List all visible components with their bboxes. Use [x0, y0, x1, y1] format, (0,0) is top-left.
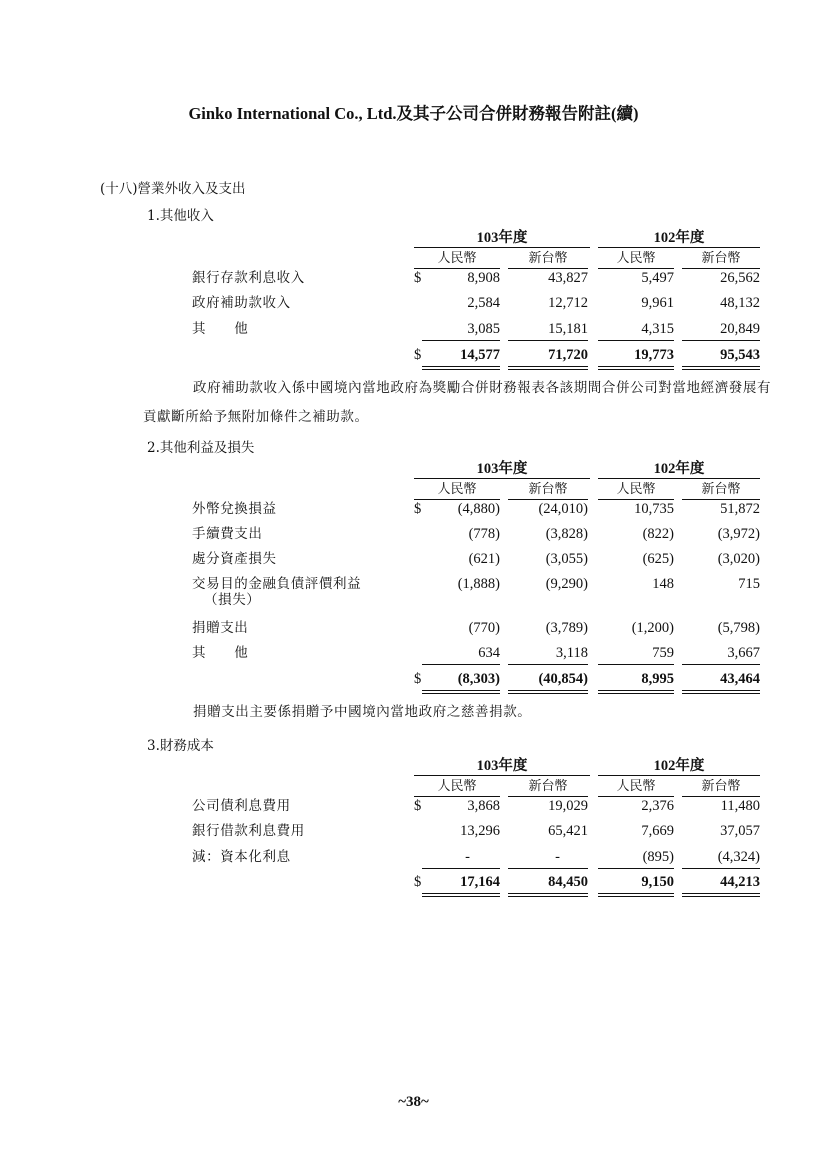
total-row — [192, 671, 772, 693]
table-row — [192, 526, 772, 548]
currency-rmb-header: 人民幣 — [414, 778, 500, 797]
value-cell: 3,085 — [467, 321, 500, 337]
double-underline — [598, 366, 674, 370]
total-cell: 84,450 — [548, 874, 588, 890]
double-underline — [682, 893, 760, 897]
dollar-sign: $ — [414, 874, 422, 890]
value-cell: (778) — [468, 526, 500, 542]
double-underline — [422, 366, 500, 370]
value-cell: 11,480 — [720, 798, 760, 814]
value-cell: 7,669 — [641, 823, 674, 839]
table-row — [192, 620, 772, 642]
value-cell: 148 — [652, 576, 674, 592]
value-cell: (770) — [468, 620, 500, 636]
value-cell: 48,132 — [720, 295, 760, 311]
total-cell: 14,577 — [460, 347, 500, 363]
year-102-header: 102年度 — [598, 757, 760, 776]
table-row — [192, 321, 772, 343]
double-underline — [682, 366, 760, 370]
underline — [598, 868, 674, 869]
year-103-header: 103年度 — [414, 460, 590, 479]
sub1-heading: 1.其他收入 — [147, 208, 214, 224]
section-heading: (十八)營業外收入及支出 — [100, 181, 246, 197]
value-cell: 19,029 — [548, 798, 588, 814]
row-label-continuation: （損失） — [204, 592, 261, 608]
value-cell: (24,010) — [538, 501, 588, 517]
value-cell: 4,315 — [641, 321, 674, 337]
underline — [422, 340, 500, 341]
currency-rmb-header: 人民幣 — [598, 250, 674, 269]
double-underline — [422, 893, 500, 897]
value-cell: 759 — [652, 645, 674, 661]
table-row — [192, 798, 772, 820]
year-103-header: 103年度 — [414, 229, 590, 248]
underline — [508, 664, 588, 665]
value-cell: (895) — [642, 849, 674, 865]
table-row — [192, 295, 772, 317]
underline — [598, 664, 674, 665]
currency-rmb-header: 人民幣 — [598, 778, 674, 797]
value-cell: (3,828) — [545, 526, 588, 542]
total-cell: 19,773 — [634, 347, 674, 363]
page-number: ~38~ — [398, 1094, 429, 1110]
double-underline — [422, 690, 500, 694]
total-cell: 44,213 — [720, 874, 760, 890]
value-cell: (625) — [642, 551, 674, 567]
value-cell: (3,020) — [717, 551, 760, 567]
row-label: 減：資本化利息 — [192, 849, 291, 865]
double-underline — [508, 366, 588, 370]
row-label: 政府補助款收入 — [192, 295, 291, 311]
row-label: 銀行借款利息費用 — [192, 823, 305, 839]
value-cell: 10,735 — [634, 501, 674, 517]
underline — [508, 868, 588, 869]
value-cell: 3,667 — [727, 645, 760, 661]
value-cell: 15,181 — [548, 321, 588, 337]
value-cell: 20,849 — [720, 321, 760, 337]
year-102-header: 102年度 — [598, 229, 760, 248]
double-underline — [508, 893, 588, 897]
total-cell: 17,164 — [460, 874, 500, 890]
value-cell: 43,827 — [548, 270, 588, 286]
dollar-sign: $ — [414, 501, 422, 517]
value-cell: (822) — [642, 526, 674, 542]
total-cell: 71,720 — [548, 347, 588, 363]
value-cell: (3,055) — [545, 551, 588, 567]
currency-ntd-header: 新台幣 — [508, 778, 588, 797]
table-row — [192, 823, 772, 845]
total-cell: (40,854) — [538, 671, 588, 687]
dollar-sign: $ — [414, 270, 422, 286]
double-underline — [682, 690, 760, 694]
value-cell: 37,057 — [720, 823, 760, 839]
underline — [682, 664, 760, 665]
value-cell: (1,200) — [631, 620, 674, 636]
table-row — [192, 576, 772, 616]
row-label: 交易目的金融負債評價利益 — [192, 576, 362, 592]
value-cell: 2,376 — [641, 798, 674, 814]
year-102-header: 102年度 — [598, 460, 760, 479]
row-label: 外幣兌換損益 — [192, 501, 277, 517]
value-cell: (621) — [468, 551, 500, 567]
value-cell: - — [555, 849, 560, 865]
double-underline — [598, 690, 674, 694]
total-cell: 95,543 — [720, 347, 760, 363]
currency-rmb-header: 人民幣 — [414, 250, 500, 269]
value-cell: (3,972) — [717, 526, 760, 542]
dollar-sign: $ — [414, 798, 422, 814]
value-cell: 12,712 — [548, 295, 588, 311]
row-label: 公司債利息費用 — [192, 798, 291, 814]
value-cell: - — [465, 849, 470, 865]
value-cell: 26,562 — [720, 270, 760, 286]
row-label: 其 他 — [192, 321, 249, 337]
page-title: Ginko International Co., Ltd.及其子公司合併財務報告附註(續) — [188, 104, 639, 123]
table-row — [192, 501, 772, 523]
underline — [508, 340, 588, 341]
value-cell: 65,421 — [548, 823, 588, 839]
currency-rmb-header: 人民幣 — [598, 481, 674, 500]
underline — [598, 340, 674, 341]
currency-ntd-header: 新台幣 — [508, 250, 588, 269]
sub2-note: 捐贈支出主要係捐贈予中國境內當地政府之慈善捐款。 — [193, 704, 532, 720]
sub2-heading: 2.其他利益及損失 — [147, 440, 255, 456]
value-cell: (1,888) — [457, 576, 500, 592]
value-cell: 3,868 — [467, 798, 500, 814]
total-cell: 43,464 — [720, 671, 760, 687]
value-cell: 51,872 — [720, 501, 760, 517]
value-cell: 13,296 — [460, 823, 500, 839]
total-row — [192, 347, 772, 369]
row-label: 銀行存款利息收入 — [192, 270, 305, 286]
value-cell: (5,798) — [717, 620, 760, 636]
value-cell: 715 — [738, 576, 760, 592]
row-label: 手續費支出 — [192, 526, 263, 542]
total-cell: 9,150 — [641, 874, 674, 890]
row-label: 處分資產損失 — [192, 551, 277, 567]
value-cell: (4,324) — [717, 849, 760, 865]
dollar-sign: $ — [414, 671, 422, 687]
currency-ntd-header: 新台幣 — [508, 481, 588, 500]
double-underline — [508, 690, 588, 694]
value-cell: 5,497 — [641, 270, 674, 286]
table-row — [192, 270, 772, 292]
underline — [422, 664, 500, 665]
value-cell: 634 — [478, 645, 500, 661]
underline — [422, 868, 500, 869]
currency-rmb-header: 人民幣 — [414, 481, 500, 500]
currency-ntd-header: 新台幣 — [682, 778, 760, 797]
row-label: 捐贈支出 — [192, 620, 249, 636]
total-cell: (8,303) — [457, 671, 500, 687]
value-cell: 3,118 — [555, 645, 588, 661]
value-cell: (3,789) — [545, 620, 588, 636]
value-cell: 2,584 — [467, 295, 500, 311]
value-cell: (4,880) — [457, 501, 500, 517]
value-cell: 8,908 — [467, 270, 500, 286]
value-cell: (9,290) — [545, 576, 588, 592]
row-label: 其 他 — [192, 645, 249, 661]
currency-ntd-header: 新台幣 — [682, 250, 760, 269]
underline — [682, 868, 760, 869]
table-row — [192, 645, 772, 667]
table-row — [192, 551, 772, 573]
table-row — [192, 849, 772, 871]
sub1-note: 政府補助款收入係中國境內當地政府為獎勵合併財務報表各該期間合併公司對當地經濟發展有貢獻斷所給予無附加條件之補助款。 — [143, 380, 772, 425]
underline — [682, 340, 760, 341]
total-cell: 8,995 — [641, 671, 674, 687]
value-cell: 9,961 — [641, 295, 674, 311]
dollar-sign: $ — [414, 347, 422, 363]
currency-ntd-header: 新台幣 — [682, 481, 760, 500]
year-103-header: 103年度 — [414, 757, 590, 776]
double-underline — [598, 893, 674, 897]
sub3-heading: 3.財務成本 — [147, 738, 214, 754]
total-row — [192, 874, 772, 896]
